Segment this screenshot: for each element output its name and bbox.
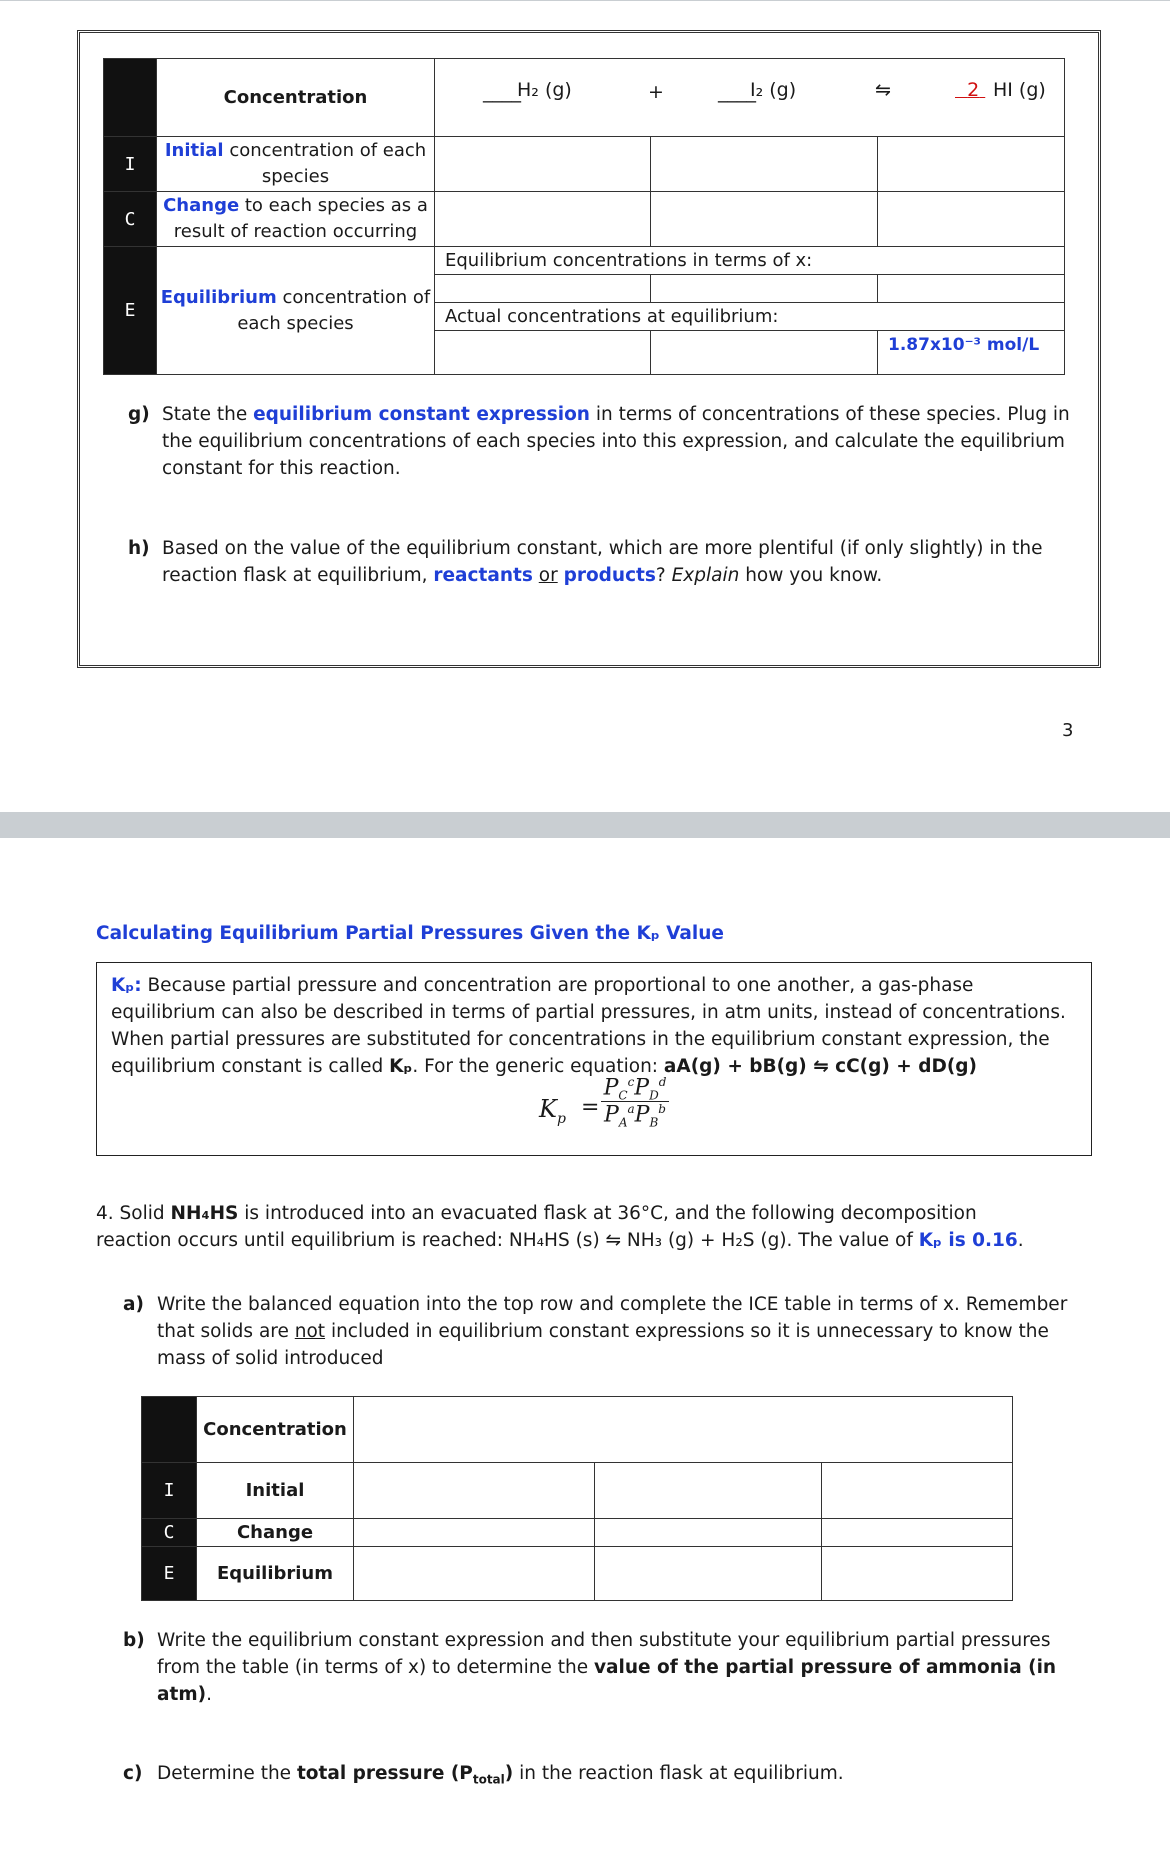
eq-terms-label: Equilibrium concentrations in terms of x: bbox=[435, 247, 1065, 275]
row-letter-c: C bbox=[104, 192, 157, 247]
cell-c-i2[interactable] bbox=[651, 192, 878, 247]
cell-ex-hi[interactable] bbox=[878, 275, 1065, 303]
cell-c-hi[interactable] bbox=[878, 192, 1065, 247]
ice-table-nh4hs bbox=[141, 1396, 1013, 1601]
cell-ex-h2[interactable] bbox=[435, 275, 651, 303]
eq-constant-expression: equilibrium constant expression bbox=[253, 404, 590, 425]
question-h: h) Based on the value of the equilibrium constant, which are more plentiful (if only slightly) in the reaction flask at equilibrium, reactants or products? Explain how you know. bbox=[128, 538, 1043, 586]
question-a: a) Write the balanced equation into the top row and complete the ICE table in terms of x. Remember that solids are not included in equilibrium constant expressions so it is unnecessary to know the mass of solid introduced bbox=[123, 1294, 1068, 1369]
concentration-header: Concentration bbox=[157, 59, 435, 137]
cell-i-hi[interactable] bbox=[878, 137, 1065, 192]
generic-equation: aA(g) + bB(g) ⇋ cC(g) + dD(g) bbox=[663, 1056, 977, 1077]
cell-ex-i2[interactable] bbox=[651, 275, 878, 303]
kp-value: Kₚ is 0.16 bbox=[918, 1230, 1018, 1251]
equilibrium-arrow: ⇋ bbox=[875, 79, 891, 101]
row-letter-i: I bbox=[104, 137, 157, 192]
cell2-i-3[interactable] bbox=[822, 1463, 1013, 1519]
kp-lead: Kₚ: bbox=[111, 975, 142, 996]
question-c: c) Determine the total pressure $(P_{total})$ in the reaction flask at equilibrium. bbox=[123, 1763, 844, 1787]
page-divider bbox=[0, 812, 1170, 838]
question-g: g) State the equilibrium constant expression in terms of concentrations of these species. Plug in the equilibrium concentrations of each species into this expression, and calculate the equilibrium constant for this reaction. bbox=[128, 404, 1070, 479]
change-label: Change to each species as a result of reaction occurring bbox=[157, 192, 435, 247]
concentration-header-2: Concentration bbox=[197, 1397, 354, 1463]
equilibrium-label-2: Equilibrium bbox=[197, 1547, 354, 1601]
cell-c-h2[interactable] bbox=[435, 192, 651, 247]
ice-table-hi bbox=[103, 58, 1065, 375]
row-letter-i-2: I bbox=[142, 1463, 197, 1519]
hi-eq-value: 1.87x10⁻³ mol/L bbox=[878, 331, 1065, 375]
species-i2: I₂ (g) bbox=[750, 79, 797, 101]
species-hi: HI (g) bbox=[993, 79, 1046, 101]
cell2-e-3[interactable] bbox=[822, 1547, 1013, 1601]
cell2-c-1[interactable] bbox=[354, 1519, 595, 1547]
initial-label-2: Initial bbox=[197, 1463, 354, 1519]
cell2-c-3[interactable] bbox=[822, 1519, 1013, 1547]
initial-label: Initial concentration of each species bbox=[157, 137, 435, 192]
species-h2: H₂ (g) bbox=[517, 79, 572, 101]
top-divider bbox=[0, 0, 1170, 1]
cell-i-i2[interactable] bbox=[651, 137, 878, 192]
cell2-i-2[interactable] bbox=[595, 1463, 822, 1519]
plus-sign: + bbox=[648, 81, 664, 103]
question-4: 4. Solid NH₄HS is introduced into an evacuated flask at 36°C, and the following decomposition reaction occurs until equilibrium is reached: NH₄HS (s) ⇋ NH₃ (g) + H₂S (g). The value of Kₚ is 0.16. bbox=[96, 1203, 1024, 1251]
section-title: Calculating Equilibrium Partial Pressures Given the Kₚ Value bbox=[96, 923, 724, 944]
cell2-i-1[interactable] bbox=[354, 1463, 595, 1519]
equation-row: ____ H₂ (g) + ____ I₂ (g) ⇋ 2 HI (g) bbox=[435, 59, 1065, 137]
cell2-e-1[interactable] bbox=[354, 1547, 595, 1601]
page-number: 3 bbox=[1062, 720, 1074, 741]
coef-hi: 2 bbox=[967, 79, 980, 101]
row-letter-e: E bbox=[104, 247, 157, 375]
equilibrium-label: Equilibrium concentration of each species bbox=[157, 247, 435, 375]
cell2-e-2[interactable] bbox=[595, 1547, 822, 1601]
equation-entry[interactable] bbox=[354, 1397, 1013, 1463]
row-letter-c-2: C bbox=[142, 1519, 197, 1547]
actual-label: Actual concentrations at equilibrium: bbox=[435, 303, 1065, 331]
cell2-c-2[interactable] bbox=[595, 1519, 822, 1547]
cell-ea-i2[interactable] bbox=[651, 331, 878, 375]
change-label-2: Change bbox=[197, 1519, 354, 1547]
question-b: b) Write the equilibrium constant expression and then substitute your equilibrium partial pressures from the table (in terms of x) to determine the value of the partial pressure of ammonia (in atm). bbox=[123, 1630, 1057, 1705]
cell-i-h2[interactable] bbox=[435, 137, 651, 192]
kp-box: Kₚ: Because partial pressure and concentration are proportional to one another, a gas-phase equilibrium can also be described in terms of partial pressures, in atm units, instead of concentrations. When partial pressures are substituted for concentrations in the equilibrium constant expression, the equilibrium constant is called Kₚ. For the generic equation: aA(g) + bB(g) ⇋ cC(g) + dD(g) $K_p$ = $P_C^cP_D^d$ $P_A^aP_B^b$ bbox=[96, 962, 1092, 1156]
row-letter-e-2: E bbox=[142, 1547, 197, 1601]
cell-ea-h2[interactable] bbox=[435, 331, 651, 375]
